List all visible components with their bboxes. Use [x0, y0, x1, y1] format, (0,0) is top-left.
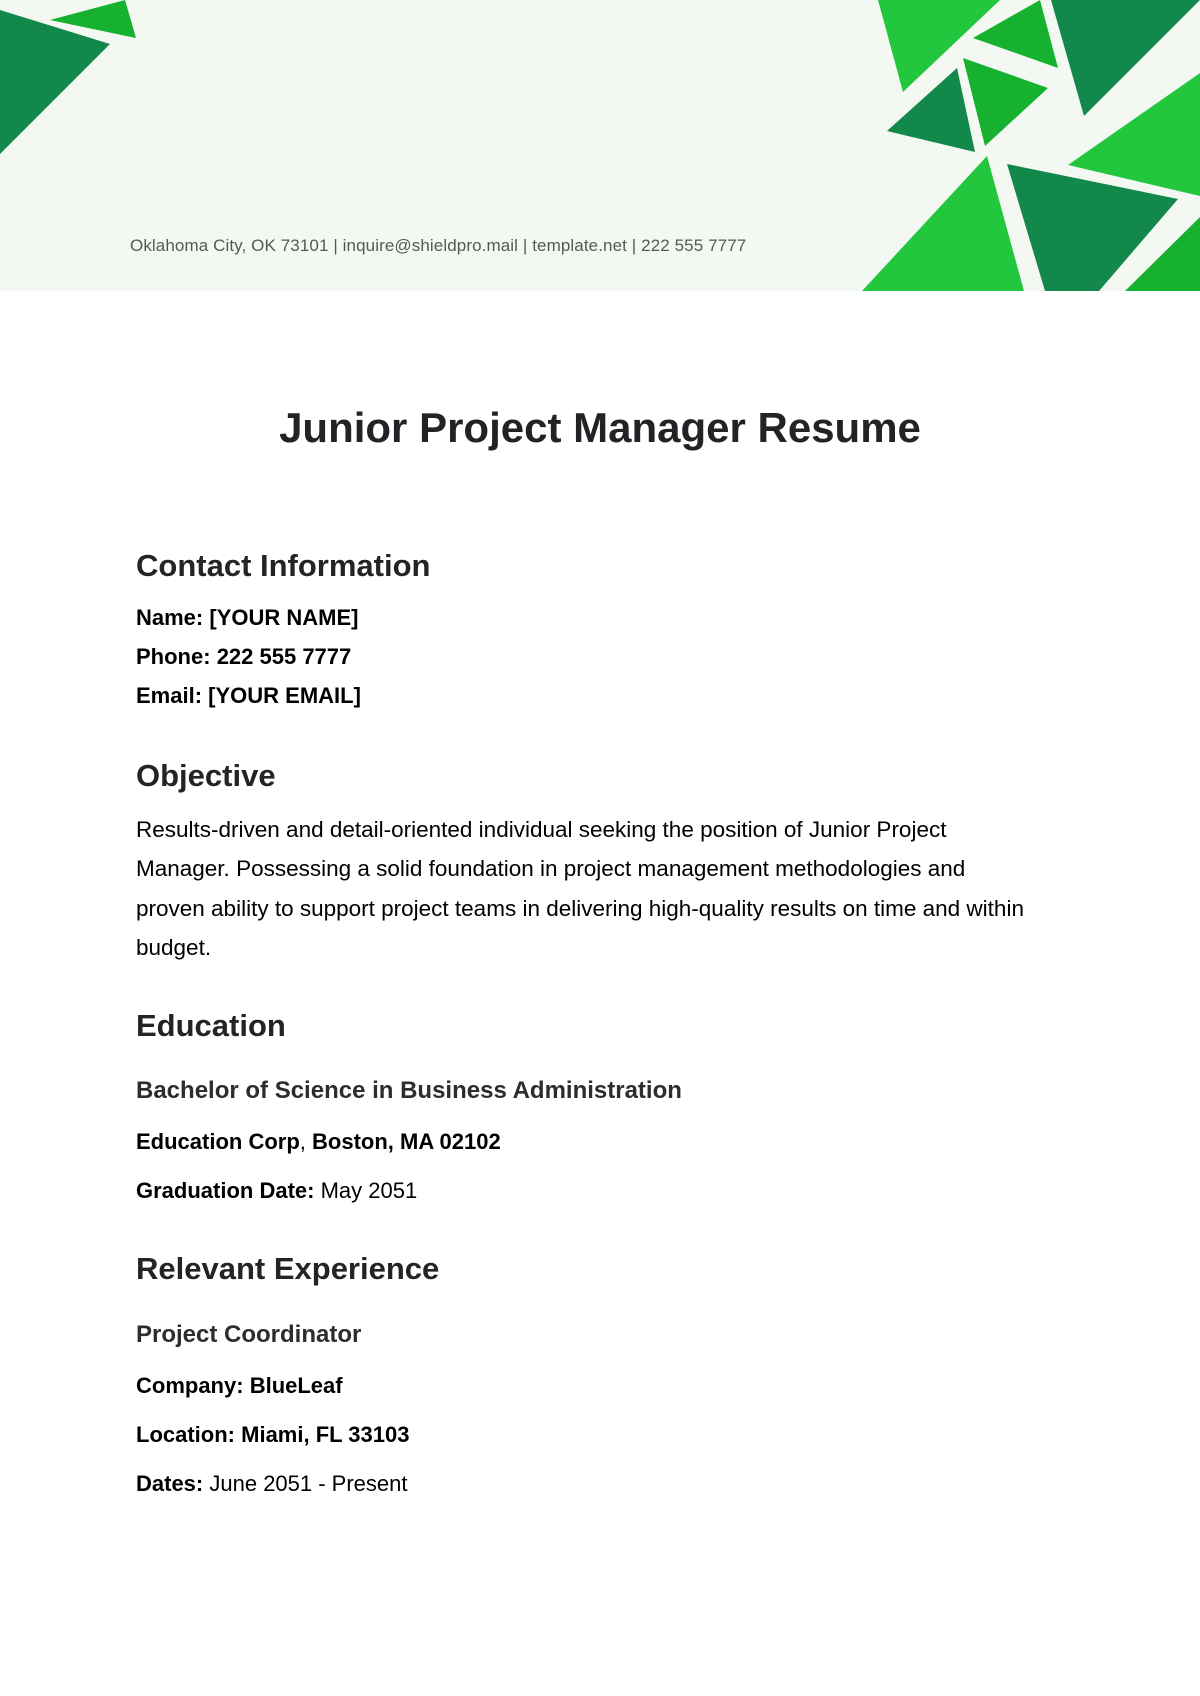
graduation-label: Graduation Date:	[136, 1178, 315, 1203]
institution-separator: ,	[299, 1129, 306, 1154]
location-label: Location:	[136, 1422, 235, 1447]
phone-value: 222 555 7777	[216, 644, 352, 669]
location-value: Miami, FL 33103	[241, 1422, 410, 1447]
name-value: [YOUR NAME]	[209, 605, 359, 630]
objective-text: Results-driven and detail-oriented individual seeking the position of Junior Project Manager. Possessing a solid foundation in project management methodologies and proven ability to support project teams in delivering high-quality results on time and within budget.	[136, 817, 1024, 960]
name-label: Name:	[136, 605, 204, 630]
contact-email	[136, 681, 361, 711]
dates-label: Dates:	[136, 1471, 204, 1496]
institution-name: Education Corp	[136, 1129, 300, 1154]
experience-dates	[136, 1469, 408, 1499]
triangle-decor	[963, 58, 1048, 146]
triangle-decor	[862, 156, 1024, 291]
graduation-value: May 2051	[320, 1178, 418, 1203]
email-value: [YOUR EMAIL]	[208, 683, 361, 708]
experience-heading: Relevant Experience	[136, 1251, 440, 1286]
institution-location: Boston, MA 02102	[312, 1129, 501, 1154]
experience-role: Project Coordinator	[136, 1321, 362, 1348]
dates-value: June 2051 - Present	[209, 1471, 408, 1496]
experience-location	[136, 1420, 409, 1450]
contact-heading: Contact Information	[136, 548, 431, 583]
phone-label: Phone:	[136, 644, 211, 669]
experience-company	[136, 1371, 343, 1401]
email-label: Email:	[136, 683, 203, 708]
objective-heading: Objective	[136, 758, 276, 793]
education-degree: Bachelor of Science in Business Administration	[136, 1077, 682, 1104]
header-banner	[0, 0, 1200, 291]
company-label: Company:	[136, 1373, 244, 1398]
contact-phone	[136, 642, 351, 672]
education-institution	[136, 1127, 501, 1157]
page-title: Junior Project Manager Resume	[279, 404, 921, 451]
contact-name	[136, 603, 358, 633]
triangle-decor	[0, 10, 110, 154]
education-graduation	[136, 1176, 417, 1206]
education-heading: Education	[136, 1008, 286, 1043]
company-value: BlueLeaf	[249, 1373, 343, 1398]
header-contact-line: Oklahoma City, OK 73101 | inquire@shieldpro.mail | template.net | 222 555 7777	[130, 236, 747, 255]
